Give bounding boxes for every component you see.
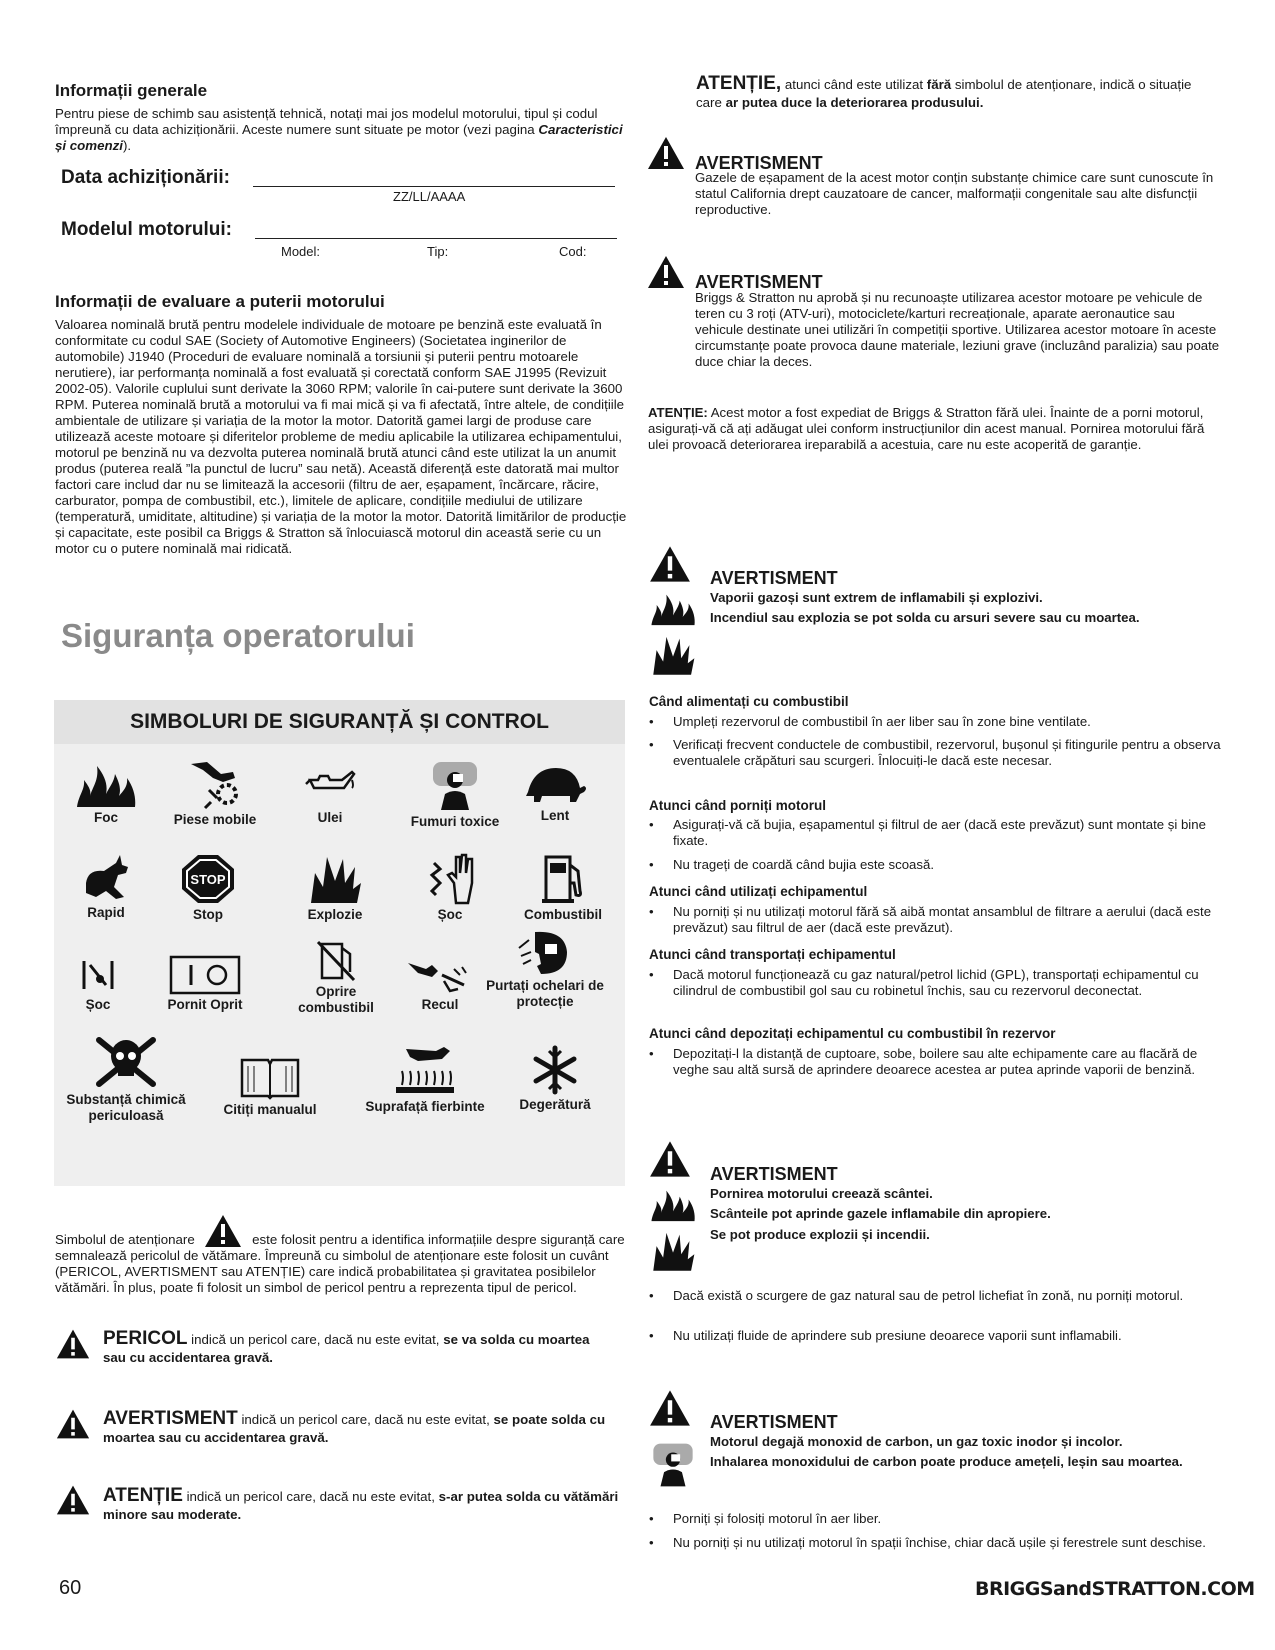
symbol-frostbite: Degerătură <box>505 1045 605 1113</box>
model-label: Model: <box>281 244 321 259</box>
symbol-fuel-shutoff: Oprire combustibil <box>286 938 386 1016</box>
symbols-title: SIMBOLURI DE SIGURANȚĂ ȘI CONTROL <box>54 700 625 744</box>
symbol-toxic-fumes: Fumuri toxice <box>400 760 510 830</box>
caution-alert-icon <box>56 1484 90 1516</box>
fuel-bullet-6: • Dacă motorul funcționează cu gaz natural/petrol lichid (GPL), transportați echipamentul cu cilindrul de combustibil gol sau cu robinetul închis, sau cu rezervorul deconectat. <box>649 967 1228 999</box>
warning-4-explosion-icon <box>650 1228 696 1274</box>
purchase-date-label: Data achiziționării: <box>61 167 230 188</box>
engine-model-label: Modelul motorului: <box>61 219 232 240</box>
fuel-subheading-transport: Atunci când transportați echipamentul <box>649 947 896 962</box>
date-format-hint: ZZ/LL/AAAA <box>393 189 466 204</box>
symbol-kickback: Recul <box>400 955 480 1013</box>
fuel-subheading-start: Atunci când porniți motorul <box>649 798 826 813</box>
warning-4-line-2: Scânteile pot aprinde gazele inflamabile din apropiere. <box>710 1206 1051 1221</box>
symbol-shock: Șoc <box>405 853 495 923</box>
code-label: Cod: <box>559 244 587 259</box>
kickback-icon <box>404 955 476 995</box>
symbol-on-off: Pornit Oprit <box>155 955 255 1013</box>
stop-sign-icon <box>180 853 236 905</box>
notice-definition: ATENȚIE, atunci când este utilizat fără simbolul de atenționare, indică o situație care ar putea duce la deteriorarea produsului. <box>696 73 1192 110</box>
fuel-bullet-3: • Asigurați-vă că bujia, eșapamentul și filtrul de aer (dacă este prevăzut) sunt montate și bine fixate. <box>649 817 1243 849</box>
warning-1-text: Gazele de eșapament de la acest motor conțin substanțe chimice care sunt cunoscute în statul California drept cauzatoare de cancer, malformații congenitale sau alte disfuncții reproductive. <box>695 170 1214 217</box>
fuel-bullet-2: • Verificați frecvent conductele de combustibil, rezervorul, bușonul și fitingurile pentru a observa eventualele crăpături sau scurgeri. Înlocuiți-le dacă este necesar. <box>649 737 1233 769</box>
svg-text:STOP: STOP <box>190 872 226 887</box>
hot-surface-icon <box>392 1045 458 1097</box>
symbol-fire: Foc <box>66 760 146 826</box>
signal-word-warning: AVERTISMENT indică un pericol care, dacă nu este evitat, se poate solda cu moartea sau cu accidentarea gravă. <box>103 1408 606 1445</box>
choke-icon <box>78 955 118 995</box>
warning-5-bullet-1: • Porniți și folosiți motorul în aer liber. <box>649 1511 1228 1527</box>
symbol-oil: Ulei <box>290 760 370 826</box>
oil-can-icon <box>302 760 358 808</box>
fuel-subheading-refuel: Când alimentați cu combustibil <box>649 694 849 709</box>
warning-3-line-1: Vaporii gazoși sunt extrem de inflamabili și explozivi. <box>710 590 1043 605</box>
fuel-subheading-storage: Atunci când depozitați echipamentul cu combustibil în rezervor <box>649 1026 1056 1041</box>
page-number: 60 <box>59 1577 82 1599</box>
signal-word-caution: ATENȚIE indică un pericol care, dacă nu este evitat, s-ar putea solda cu vătămări minore sau moderate. <box>103 1485 619 1522</box>
warning-5-heading: AVERTISMENT <box>710 1412 838 1432</box>
warning-3-explosion-icon <box>650 632 696 678</box>
explosion-icon <box>307 853 363 905</box>
fuel-bullet-1: • Umpleți rezervorul de combustibil în aer liber sau în zone bine ventilate. <box>649 714 1233 730</box>
purchase-date-line[interactable] <box>253 186 615 187</box>
skull-crossbones-icon <box>93 1034 159 1090</box>
symbol-fuel: Combustibil <box>513 853 613 923</box>
fuel-bullet-7: • Depozitați-l la distanță de cuptoare, sobe, boilere sau alte echipamente care au flacără de veghe sau altă sursă de aprindere deoarece acestea ar putea aprinde vaporii de benzină. <box>649 1046 1228 1078</box>
website-url[interactable]: BRIGGSandSTRATTON.COM <box>975 1578 1255 1600</box>
section-title: Siguranța operatorului <box>61 617 415 654</box>
rabbit-icon <box>78 853 134 903</box>
warning-3-heading: AVERTISMENT <box>710 568 838 588</box>
warning-alert-icon <box>56 1408 90 1440</box>
fire-icon <box>75 760 137 808</box>
symbol-stop: STOP Stop <box>168 853 248 923</box>
engine-model-line[interactable] <box>255 238 617 239</box>
symbol-hot-surface: Suprafață fierbinte <box>350 1045 500 1115</box>
symbol-moving-parts: Piese mobile <box>160 760 270 828</box>
warning-1-heading: AVERTISMENT <box>695 153 823 173</box>
warning-5-line-1: Motorul degajă monoxid de carbon, un gaz toxic inodor și incolor. <box>710 1434 1123 1449</box>
safety-goggles-icon <box>517 930 573 976</box>
warning-4-line-3: Se pot produce explozii și incendii. <box>710 1227 930 1242</box>
warning-4-bullet-2: • Nu utilizați fluide de aprindere sub presiune deoarece vaporii sunt inflamabili. <box>649 1328 1243 1344</box>
warning-4-bullet-1: • Dacă există o scurgere de gaz natural sau de petrol lichefiat în zonă, nu porniți motorul. <box>649 1288 1228 1304</box>
warning-4-alert-icon <box>649 1140 691 1178</box>
snowflake-icon <box>530 1045 580 1095</box>
warning-5-line-2: Inhalarea monoxidului de carbon poate produce amețeli, leșin sau moartea. <box>710 1454 1183 1469</box>
oil-notice: ATENȚIE: Acest motor a fost expediat de Briggs & Stratton fără ulei. Înainte de a porni motorul, asigurați-vă că ați adăugat ulei conform instrucțiunilor din acest manual. Pornirea motorului fără ulei provoacă deteriorarea ireparabilă a acestuia, care nu este acoperită de garanție. <box>648 405 1205 452</box>
symbol-hazardous-chemical: Substanță chimică periculoasă <box>58 1034 194 1124</box>
fuel-shutoff-icon <box>314 938 358 982</box>
symbol-eye-protection: Purtați ochelari de protecție <box>485 930 605 1010</box>
type-label: Tip: <box>427 244 449 259</box>
general-info-title: Informații generale <box>55 81 208 100</box>
power-rating-text: Valoarea nominală brută pentru modelele individuale de motoare pe benzină este evaluată în conformitate cu codul SAE (Society of Automotive Engineers) (Societatea inginerilor de automobile) J1940 (Proceduri de evaluare nominală a torsiunii și puterii pentru motoarele nerutiere), iar performanța nominală a fost evaluată și corectată conform SAE J1995 (Revizuit 2002-05). Valorile cuplului sunt derivate la 3060 RPM; valorile în cai-putere sunt derivate la 3600 RPM. Puterea nominală brută a motorului va fi mai mică și va fi afectată, între altele, de condițiile ambientale de utilizare și variația de la motor la motor. Datorită gamei largi de produse care utilizează aceste motoare și diferitelor probleme de mediu aplicabile la utilizarea echipamentului, motorul pe benzină nu va dezvolta puterea nominală brută atunci când este utilizat la un anumit produs (puterea reală ”la punctul de lucru” sau netă). Această diferență este datorată mai multor factori care includ dar nu se limitează la accesorii (filtru de aer, eșapament, încărcare, răcire, carburator, pompa de combustibil, etc.), limitele de aplicare, condițiile mediului de utilizare (temperatură, umiditate, altitudine) și variația de la motor la motor. Datorită limitărilor de producție și capacitate, este posibil ca Briggs & Stratton să înlocuiască motorul din această serie cu un motor cu o putere nominală mai ridicată. <box>55 317 627 556</box>
warning-5-toxic-fumes-icon <box>648 1441 698 1489</box>
alert-triangle-icon <box>204 1214 242 1248</box>
warning-4-line-1: Pornirea motorului creează scântei. <box>710 1186 933 1201</box>
moving-parts-icon <box>187 760 243 810</box>
symbol-explosion: Explozie <box>290 853 380 923</box>
fuel-bullet-5: • Nu porniți și nu utilizați motorul fără să aibă montat ansamblul de filtrare a aerului (dacă este prevăzut) sau filtrul de aer (dacă este prevăzut). <box>649 904 1243 936</box>
warning-1-alert-icon <box>647 136 685 170</box>
turtle-icon <box>522 760 588 806</box>
symbol-slow: Lent <box>515 760 595 824</box>
signal-word-danger: PERICOL indică un pericol care, dacă nu este evitat, se va solda cu moartea sau cu accidentarea gravă. <box>103 1328 590 1365</box>
warning-2-text: Briggs & Stratton nu aprobă și nu recunoaște utilizarea acestor motoare pe vehicule de teren cu 3 roți (ATV-uri), motociclete/karturi recreaționale, aparate aeronautice sau vehicule destinate unei utilizări în competiții sportive. Utilizarea acestor motoare în aceste circumstanțe poate provoca daune materiale, leziuni grave (incluzând paralizia) sau poate duce chiar la deces. <box>695 290 1220 369</box>
warning-4-heading: AVERTISMENT <box>710 1164 838 1184</box>
general-info-text: Pentru piese de schimb sau asistență tehnică, notați mai jos modelul motorului, tipul și codul împreună cu data achiziționării. Aceste numere sunt situate pe motor (vezi pagina Caracteristici și comenzi). <box>55 106 623 153</box>
warning-3-line-2: Incendiul sau explozia se pot solda cu arsuri severe sau cu moartea. <box>710 610 1140 625</box>
warning-5-alert-icon <box>649 1389 691 1427</box>
electric-shock-icon <box>420 853 480 905</box>
warning-5-bullet-2: • Nu porniți și nu utilizați motorul în spații închise, chiar dacă ușile și ferestrele sunt deschise. <box>649 1535 1243 1551</box>
fuel-bullet-4: • Nu trageți de coardă când bujia este scoasă. <box>649 857 1233 873</box>
danger-alert-icon <box>56 1328 90 1360</box>
fuel-subheading-use: Atunci când utilizați echipamentul <box>649 884 868 899</box>
fuel-pump-icon <box>538 853 588 905</box>
warning-3-alert-icon <box>649 545 691 583</box>
on-off-icon <box>169 955 241 995</box>
symbol-choke: Șoc <box>58 955 138 1013</box>
book-icon <box>238 1056 302 1100</box>
warning-2-heading: AVERTISMENT <box>695 272 823 292</box>
warning-3-fire-icon <box>650 588 696 628</box>
symbol-read-manual: Citiți manualul <box>215 1056 325 1118</box>
warning-2-alert-icon <box>647 255 685 289</box>
alert-symbol-explanation: Simbolul de atenționare este folosit pentru a identifica informațiile despre siguranță care semnalează pericolul de vătămare. Împreună cu simbolul de atenționare este folosit un cuvânt (PERICOL, AVERTISMENT sau ATENȚIE) care indică probabilitatea și gravitatea posibilelor vătămări. În plus, poate fi folosit un simbol de pericol pentru a reprezenta tipul de pericol. <box>55 1214 627 1296</box>
warning-4-fire-icon <box>650 1184 696 1224</box>
power-rating-title: Informații de evaluare a puterii motorului <box>55 292 385 311</box>
toxic-fumes-icon <box>427 760 483 812</box>
symbol-fast: Rapid <box>66 853 146 921</box>
